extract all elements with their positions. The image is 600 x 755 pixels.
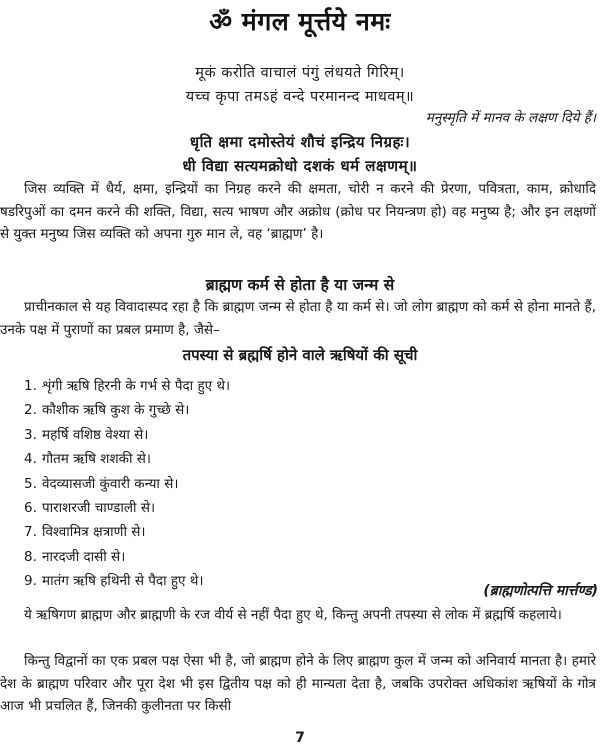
- dharma-verse-line-1: धृति क्षमा दमोस्तेयं शौचं इन्द्रिय निग्रहः।: [189, 133, 411, 151]
- paragraph-dharma-qualities: जिस व्यक्ति में धैर्य, क्षमा, इन्द्रियों का निग्रह करने की क्षमता, चोरी न करने की प्रेरणा, पवित्रता, काम, क्रोधादि षडरिपुओं का दमन करने की शक्ति, विद्या, सत्य भाषण और अक्रोध (क्रोध पर नियन्त्रण हो) वह मनुष्य है; और इन लक्षणों से युक्त मनुष्य जिस व्यक्ति को अपना गुरु मान ले, वह ‘ब्राह्मण’ है।: [0, 181, 596, 242]
- page-number: 7: [295, 730, 305, 746]
- list-item: 9. मातंग ऋषि हथिनी से पैदा हुए थे।: [24, 573, 204, 590]
- list-item: 5. वेदव्यासजी कुंवारी कन्या से।: [24, 475, 179, 492]
- page-title: ॐ मंगल मूर्त्तये नमः: [209, 7, 391, 36]
- rishi-list: [24, 374, 230, 594]
- paragraph-birth-or-karma: प्राचीनकाल से यह विवादास्पद रहा है कि ब्राह्मण जन्म से होता है या कर्म से। जो लोग ब्राह्मण को कर्म से होना मानते हैं, उनके पक्ष में पुराणों का प्रबल प्रमाण है, जैसे–: [0, 299, 596, 338]
- section-heading: ब्राह्मण कर्म से होता है या जन्म से: [205, 276, 395, 294]
- list-item: 3. महर्षि वशिष्ठ वेश्या से।: [24, 426, 149, 443]
- list-item: 6. पाराशरजी चाण्डाली से।: [24, 499, 156, 516]
- paragraph-brahmarshi: ये ऋषिगण ब्राह्मण और ब्राह्मणी के रज वीर्य से नहीं पैदा हुए थे, किन्तु अपनी तपस्या से लोक में ब्रह्मर्षि कहलाये।: [24, 607, 562, 623]
- dharma-verse-line-2: धी विद्या सत्यमक्रोधो दशकं धर्म लक्षणम्॥: [182, 157, 418, 175]
- list-item: 8. नारदजी दासी से।: [24, 548, 126, 565]
- source-citation: (ब्राह्मणोत्पत्ति मार्त्तण्ड): [483, 583, 598, 599]
- list-item: 2. कौशीक ऋषि कुश के गुच्छे से।: [24, 402, 190, 419]
- manusmriti-caption: मनुस्मृति में मानव के लक्षण दिये हैं।: [425, 110, 596, 126]
- list-heading: तपस्या से ब्रह्मर्षि होने वाले ऋषियों की सूची: [182, 346, 418, 364]
- list-item: 4. गौतम ऋषि शशकी से।: [24, 451, 152, 468]
- invocation-verse-line-1: मूकं करोति वाचालं पंगुं लंधयते गिरिम्।: [195, 65, 405, 81]
- paragraph-scholars-view: किन्तु विद्वानों का एक प्रबल पक्ष ऐसा भी है, जो ब्राह्मण होने के लिए ब्राह्मण कुल में जन्म को अनिवार्य मानता है। हमारे देश के ब्राह्मण परिवार और पूरा देश भी इस द्वितीय पक्ष को ही मान्यता देता है, जबकि उपरोक्त अधिकांश ऋषियों के गोत्र आज भी प्रचलित हैं, जिनकी कुलीनता पर किसी: [0, 653, 596, 714]
- list-item: 7. विश्वामित्र क्षत्राणी से।: [24, 524, 146, 541]
- list-item: 1. शृंगी ऋषि हिरनी के गर्भ से पैदा हुए थे।: [24, 378, 231, 394]
- invocation-verse-line-2: यच्च कृपा तमऽहं वन्दे परमानन्द माधवम्॥: [185, 89, 415, 105]
